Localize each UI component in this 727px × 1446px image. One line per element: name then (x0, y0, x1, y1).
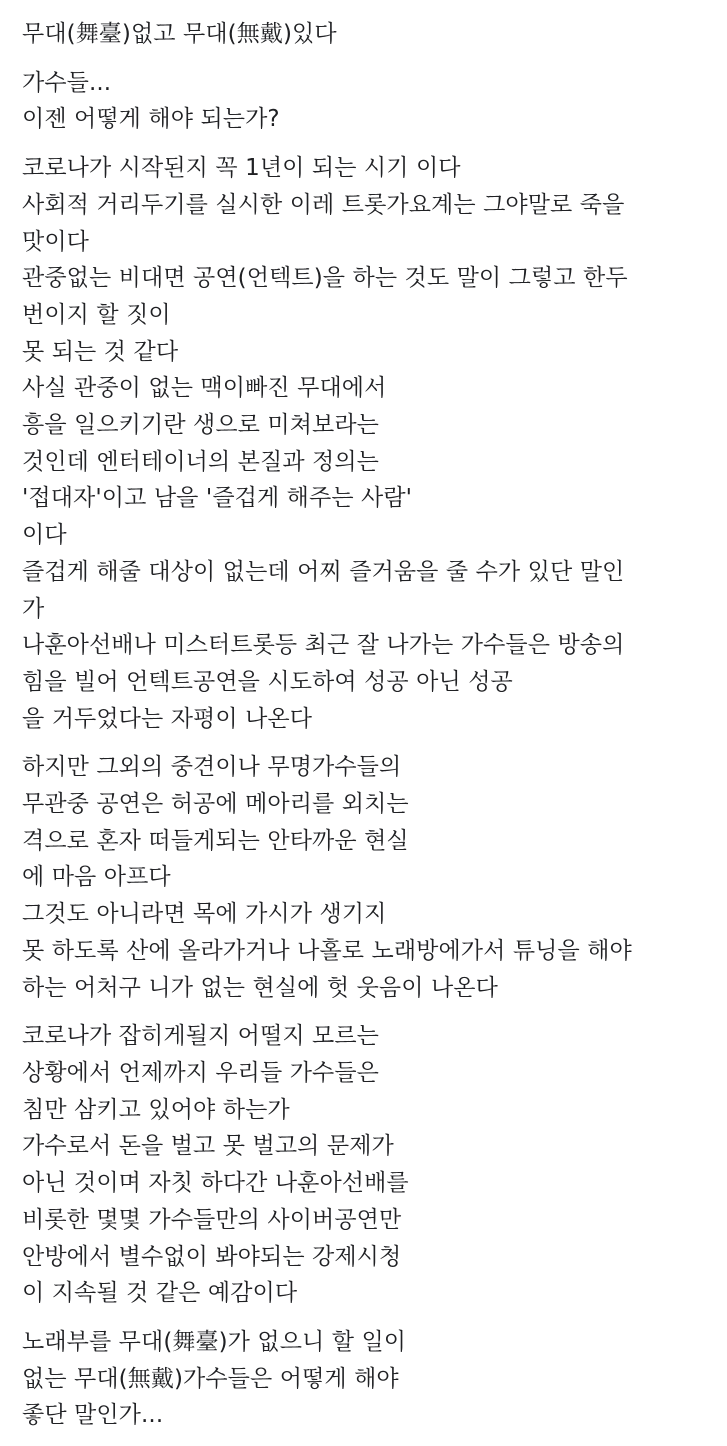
text-line: 못 하도록 산에 올라가거나 나홀로 노래방에가서 튜닝을 해야 (22, 937, 632, 964)
text-line: 이 지속될 것 같은 예감이다 (22, 1280, 298, 1307)
text-line: 사회적 거리두기를 실시한 이레 트롯가요계는 그야말로 죽을 (22, 191, 625, 218)
text-line: 무대(舞臺)없고 무대(無戴)있다 (22, 21, 337, 47)
text-line: 관중없는 비대면 공연(언텍트)을 하는 것도 말이 그렇고 한두 (22, 265, 628, 292)
paragraph-body-3 (22, 1018, 722, 1312)
text-line: 노래부를 무대(舞臺)가 없으니 할 일이 (22, 1328, 407, 1355)
text-line: 가수들... (22, 69, 112, 96)
text-line: 무관중 공연은 허공에 메아리를 외치는 (22, 791, 409, 818)
text-line: 좋단 말인가... (22, 1402, 164, 1429)
text-line: '접대자'이고 남을 '즐겁게 해주는 사람' (22, 485, 413, 512)
text-line: 아닌 것이며 자칫 하다간 나훈아선배를 (22, 1170, 409, 1197)
text-line: 나훈아선배나 미스터트롯등 최근 잘 나가는 가수들은 방송의 (22, 632, 625, 659)
text-line: 없는 무대(無戴)가수들은 어떻게 해야 (22, 1365, 399, 1392)
text-line: 번이지 할 짓이 (22, 301, 171, 328)
text-line: 가 (22, 595, 45, 622)
text-line: 그것도 아니라면 목에 가시가 생기지 (22, 901, 387, 928)
text-line: 코로나가 시작된지 꼭 1년이 되는 시기 이다 (22, 155, 461, 182)
text-line: 맛이다 (22, 228, 89, 255)
text-line: 비롯한 몇몇 가수들만의 사이버공연만 (22, 1206, 402, 1233)
text-line: 흥을 일으키기란 생으로 미쳐보라는 (22, 412, 380, 439)
paragraph-title (22, 16, 722, 53)
text-line: 을 거두었다는 자평이 나온다 (22, 705, 313, 732)
text-line: 하지만 그외의 중견이나 무명가수들의 (22, 754, 402, 781)
text-line: 즐겁게 해줄 대상이 없는데 어찌 즐거움을 줄 수가 있단 말인 (22, 558, 625, 585)
paragraph-body-2 (22, 749, 722, 1006)
text-line: 것인데 엔터테이너의 본질과 정의는 (22, 448, 380, 475)
text-line: 하는 어처구 니가 없는 현실에 헛 웃음이 나온다 (22, 974, 498, 1001)
post-text (22, 16, 722, 1446)
text-line: 사실 관중이 없는 맥이빠진 무대에서 (22, 375, 387, 402)
text-line: 침만 삼키고 있어야 하는가 (22, 1096, 290, 1123)
text-line: 이다 (22, 522, 67, 549)
text-line: 못 되는 것 같다 (22, 338, 179, 365)
text-line: 힘을 빌어 언텍트공연을 시도하여 성공 아닌 성공 (22, 668, 513, 695)
text-line: 안방에서 별수없이 봐야되는 강제시청 (22, 1243, 402, 1270)
text-line: 코로나가 잡히게될지 어떨지 모르는 (22, 1023, 380, 1050)
text-line: 상황에서 언제까지 우리들 가수들은 (22, 1059, 380, 1086)
text-line: 이젠 어떻게 해야 되는가? (22, 106, 280, 133)
paragraph-body-1 (22, 150, 722, 737)
text-line: 가수로서 돈을 벌고 못 벌고의 문제가 (22, 1133, 394, 1160)
paragraph-closing (22, 1324, 722, 1434)
text-line: 격으로 혼자 떠들게되는 안타까운 현실 (22, 827, 409, 854)
paragraph-question (22, 65, 722, 138)
text-line: 에 마음 아프다 (22, 864, 171, 891)
